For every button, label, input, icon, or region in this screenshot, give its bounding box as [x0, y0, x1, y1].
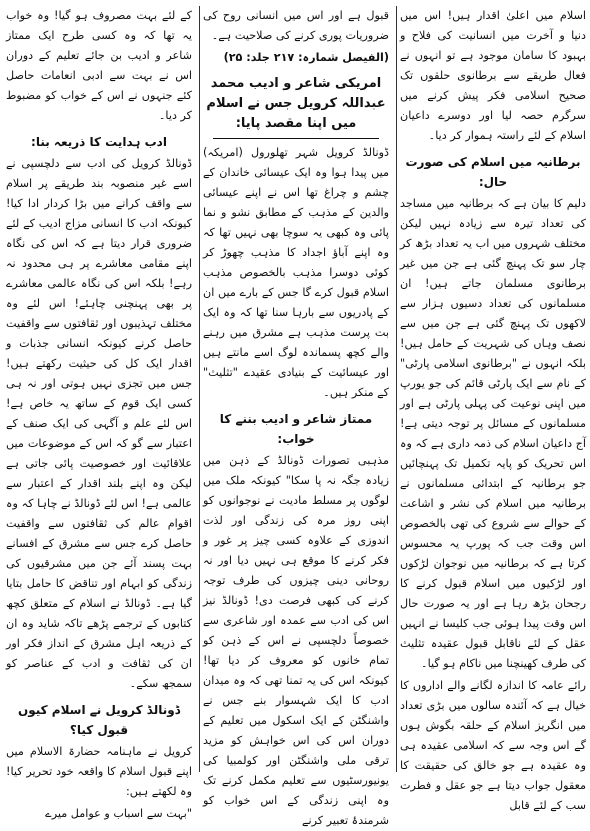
column-divider-right [396, 6, 397, 772]
right-paragraph-1: اسلام میں اعلیٰ اقدار ہیں! اس میں دنیا و آخرت میں انسانیت کی فلاح و بہبود کا سامان موجود ہے تو انہوں نے فعال طریقے سے برطانوی حلقوں تک صحیح اسلامی فکر پیش کرنے میں سرگرم حصہ لیا اور دوسرے داعیان اسلام کے لئے راستہ ہموار کر دیا۔ [400, 9, 586, 142]
column-divider-left [199, 6, 200, 772]
left-paragraph-1: کے لئے بہت مصروف ہو گیا! وہ خواب یہ تھا کہ وہ کسی طرح ایک ممتاز شاعر و ادیب بن جائے تعلیم کے دوران اس نے بہت سے ادبی انعامات حاصل کئے جنہوں نے اس کے خواب کو مضبوط کر دیا۔ [6, 9, 192, 122]
middle-paragraph-3: مذہبی تصورات ڈونالڈ کے ذہن میں زیادہ جگہ نہ پا سکا" کیونکہ ملک میں لوگوں پر مسلط مادیت نے نوجوانوں کو اپنی روز مرہ کی زندگی اور لذت اندوزی کے علاوہ کسی چیز پر غور و فکر کرنے کا موقع ہی نہیں دیا اور نہ روحانی دینی چیزوں کی طرف توجہ کرنے کی کبھی فرصت دی! ڈونالڈ نیز اس کی ادب سے عمدہ اور شاعری سے خصوصاً دلچسپی نے اس کے ذہن کو تمام خانوں کو معروف کر دیا تھا! کیونکہ اس کی یہ تمنا تھی کہ وہ میدان ادب کا ایک شہسوار بنے جس نے واشنگٹن کے ایک اسکول میں تعلیم کے دوران اس کی اس خواہش کو مزید ترقی ملی واشنگٹن اور کولمبیا کی یونیورسٹیوں سے تعلیم مکمل کرنے تک وہ اپنی زندگی کے اس خواب کو شرمندۂ تعبیر کرنے [203, 454, 389, 827]
middle-column [203, 6, 389, 827]
left-column [6, 6, 192, 820]
right-paragraph-3: رائے عامہ کا اندازہ لگانے والے اداروں کا خیال ہے کہ آئندہ سالوں میں بڑی تعداد میں انگریز اسلام کے حلقہ بگوش ہوں گے اس وجہ سے کہ اسلامی عقیدہ ہی وہ عقیدہ ہے جو خالق کی حقیقت کا معقول جواب دیتا ہے جو عقل و فطرت سب کے لئے قابل [400, 679, 586, 812]
heading-underline [213, 138, 379, 139]
citation: (الفیصل شمارہ: ۲۱۷ جلد: ۲۵) [223, 51, 389, 64]
right-column [399, 6, 586, 812]
article-heading: امریکی شاعر و ادیب محمد عبداللہ کرویل جس نے اسلام میں اپنا مقصد پایا: [206, 76, 386, 131]
right-paragraph-2: دلیم کا بیان ہے کہ برطانیہ میں مساجد کی تعداد تیرہ سے زیادہ نہیں لیکن مختلف شہروں میں اب یہ تعداد بڑھ کر چار سو تک پہنچ گئی ہے جن میں غیر برطانوی مسلمان جاتے ہیں! ان مسلمانوں کی تعداد دسیوں ہزار سے لاکھوں تک پہنچ گئی ہے جن میں سے نصف وہاں کی شہریت کے حامل ہیں! بلکہ انہوں نے "برطانوی اسلامی پارٹی" کے نام سے ایک پارٹی قائم کی جو یورپ میں اپنی نوعیت کی پہلی پارٹی ہے اور مسلمانوں کے مسائل پر توجہ دیتی ہے! آج داعیان اسلام کی ذمہ داری ہے کہ وہ اس تحریک کو پایہ تکمیل تک پہنچائیں جو برطانیہ کے ابتدائی مسلمانوں نے برطانیہ میں اسلام کی نشر و اشاعت کے حوالے سے شروع کی تھی بالخصوص اس وقت جب کہ پورپ یہ محسوس کرتا ہے کہ برطانیہ میں نوجوان لڑکوں اور لڑکیوں میں اسلام قبول کرنے کا رجحان بڑھ رہا ہے اور یہ صورت حال اس وقت پیدا ہوئی جب کلیسا نے انہیں عقل کے لئے ناقابل قبول عقیدہ تثلیث کی طرف کھینچنا میں ناکام ہو گیا۔ [399, 197, 586, 670]
left-heading-2: ڈونالڈ کرویل نے اسلام کیوں قبول کیا؟ [17, 703, 181, 737]
left-paragraph-3: کرویل نے ماہنامہ حضارۃ الاسلام میں اپنے قبول اسلام کا واقعہ خود تحریر کیا! وہ لکھتے ہیں: [6, 745, 192, 798]
left-quote: "بہت سے اسباب و عوامل میرے [45, 807, 192, 820]
middle-heading-2: ممتاز شاعر و ادیب بننے کا خواب: [219, 412, 373, 446]
left-heading-1: ادب ہدایت کا ذریعہ بنا: [31, 135, 167, 149]
left-paragraph-2: ڈونالڈ کرویل کی ادب سے دلچسپی نے اسے غیر منصوبہ بند طریقے پر اسلام سے واقف کرانے میں بڑا کردار ادا کیا! کیونکہ ادب کا انسانی مزاج ادیب کے لئے ضروری قرار دیتا ہے کہ اس کی نگاہ اپنے مقامی معاشرے پر ہی محدود نہ رہے! بلکہ اس کی نگاہ عالمی معاشرے پر بھی پہنچنی چاہئے! اس لئے وہ مختلف تہذیبوں اور ثقافتوں سے واقفیت حاصل کرنے کیونکہ انسانی جذبات و اقدار ایک کل کی حیثیت رکھتے ہیں! جس میں تجزی نہیں ہوتی اور نہ ہی کسی ایک قوم کے ساتھ یہ خاص ہے! اس لئے علم و آگہی کی ایک صنف کے اعتبار سے گو کہ اس کے موضوعات میں علاقائیت اور خصوصیت پائی جاتی ہے لیکن وہ اپنے بلند اقدار کے اعتبار سے عالمی ہے! اس لئے ڈونالڈ نے چاہا کہ وہ اقوام عالم کی ثقافتوں سے واقفیت حاصل کرے جس سے مشرق کے افسانے بہت پسند آئے جن میں مشرقیوں کی زندگی کو ابہام اور تناقض کا حامل بتایا گیا ہے۔ ڈونالڈ نے اسلام کے متعلق کچھ کتابوں کے ترجمے پڑھے تاکہ شاید وہ ان کے ذریعہ اہل مشرق کے انداز فکر اور ان کی ثقافت و ادب کے عناصر کو سمجھ سکے۔ [6, 157, 192, 690]
middle-paragraph-1: قبول ہے اور اس میں انسانی روح کی ضروریات پوری کرنے کی صلاحیت ہے۔ [203, 9, 389, 42]
right-heading-1: برطانیہ میں اسلام کی صورت حال: [405, 155, 581, 189]
middle-paragraph-2: ڈونالڈ کرویل شہر تھلورول (امریکہ) میں پیدا ہوا وہ ایک عیسائی خاندان کے چشم و چراغ تھا اس نے اپنے عیسائی والدین کے مذہب کے مطابق نشو و نما پائی وہ کبھی یہ سوچا بھی نہیں تھا کہ وہ اپنے آباؤ اجداد کا مذہب چھوڑ کر کوئی دوسرا مذہب بالخصوص مذہب اسلام قبول کرے گا جس کے بارے میں ان کے پادریوں سے بارہا سنا تھا کہ وہ ایک بت پرست مذہب ہے مشرق میں رہنے والے کچھ پسماندہ لوگ اسے مانتے ہیں اور عیسائیت کے بنیادی عقیدے "تثلیث" کے منکر ہیں۔ [203, 146, 389, 399]
